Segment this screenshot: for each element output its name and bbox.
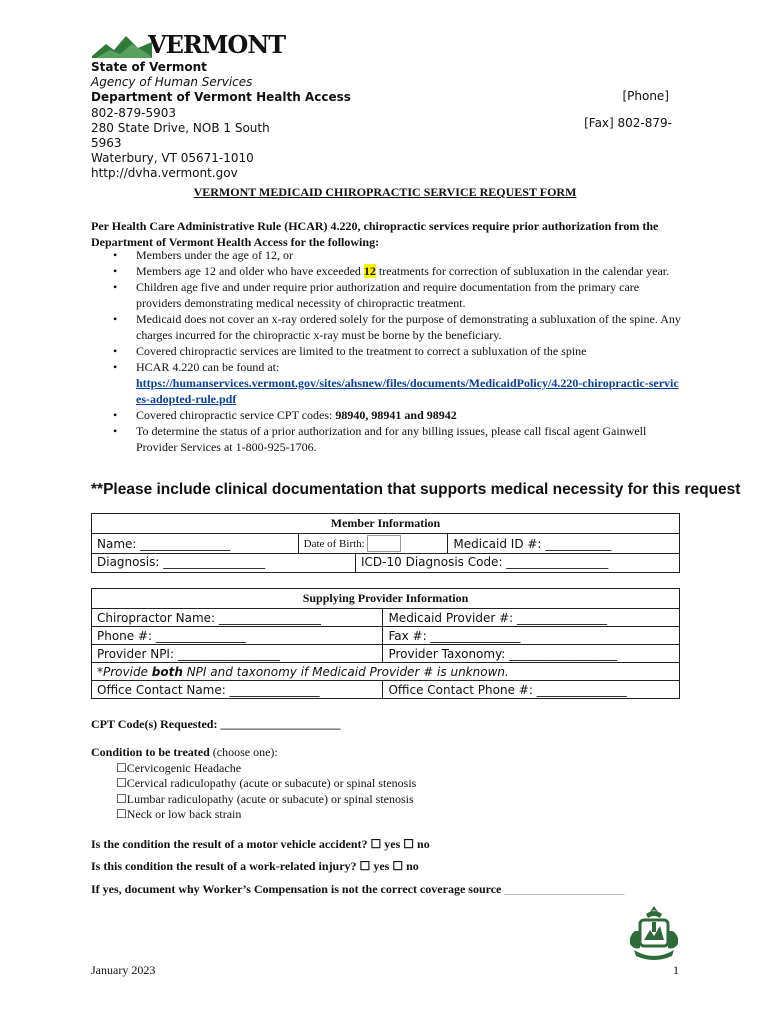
condition-section: Condition to be treated (choose one): ☐Cervicogenic Headache ☐Cervical radiculopathy (acute or subacute) or spinal stenosis ☐Lumbar radiculopathy (acute or subacute) or spinal stenosis ☐Neck or low back strain	[91, 745, 417, 821]
diagnosis-field[interactable]: Diagnosis: _________________	[92, 554, 356, 572]
phone-number: 802-879-5903	[91, 105, 177, 120]
list-item: • Medicaid does not cover an x-ray ordered solely for the purpose of demonstrating a subluxation of the spine. Any charges incurred for the chiropractic x-ray must be borne by the beneficiary.	[91, 311, 681, 343]
checkbox-neck-low-back-strain[interactable]: ☐Neck or low back strain	[116, 807, 242, 821]
workers-comp-question[interactable]: If yes, document why Worker’s Compensation is not the correct coverage source ____________________	[91, 882, 625, 896]
member-information-table	[91, 513, 680, 573]
checkbox-cervicogenic-headache[interactable]: ☐Cervicogenic Headache	[116, 760, 242, 775]
list-item: • Members age 12 and older who have exceeded 12 treatments for correction of subluxation in the calendar year.	[91, 263, 681, 279]
provider-fax-field[interactable]: Fax #: _______________	[383, 627, 680, 645]
fax-label: [Fax] 802-879-	[584, 116, 672, 130]
dob-input-box[interactable]	[367, 535, 401, 552]
medicaid-provider-field[interactable]: Medicaid Provider #: _______________	[383, 609, 680, 627]
provider-npi-field[interactable]: Provider NPI: _________________	[92, 645, 383, 663]
icd10-code-field[interactable]: ICD-10 Diagnosis Code: _________________	[361, 555, 609, 569]
list-item: • Covered chiropractic services are limited to the treatment to correct a subluxation of the spine	[91, 343, 681, 359]
fax-number-continued: 5963	[91, 136, 122, 151]
requirements-list	[91, 247, 681, 455]
list-item: • Children age five and under require prior authorization and require documentation from the primary care providers demonstrating medical necessity of chiropractic treatment.	[91, 279, 681, 311]
dob-label: Date of Birth:	[303, 538, 365, 550]
checkbox-lumbar-radiculopathy[interactable]: ☐Lumbar radiculopathy (acute or subacute) or spinal stenosis	[116, 791, 414, 806]
agency-name: Agency of Human Services	[91, 75, 253, 90]
vermont-seal-icon	[626, 904, 682, 962]
state-name: State of Vermont	[91, 60, 207, 74]
logo-wordmark: VERMONT	[148, 30, 286, 59]
member-info-header: Member Information	[92, 514, 680, 534]
condition-label: Condition to be treated	[91, 745, 210, 759]
page-number: 1	[673, 963, 679, 977]
medicaid-id-field[interactable]: Medicaid ID #: ___________	[448, 534, 680, 554]
date-of-birth-field[interactable]	[298, 534, 448, 554]
vermont-logo	[92, 28, 286, 60]
website-url[interactable]: http://dvha.vermont.gov	[91, 166, 238, 181]
chiropractor-name-field[interactable]: Chiropractor Name: _________________	[92, 609, 383, 627]
list-item: • Members under the age of 12, or	[91, 247, 681, 263]
member-name-field[interactable]: Name: _______________	[92, 534, 299, 554]
list-item: • Covered chiropractic service CPT codes: 98940, 98941 and 98942	[91, 407, 681, 423]
department-name: Department of Vermont Health Access	[91, 90, 351, 105]
address-line-1: 280 State Drive, NOB 1 South	[91, 120, 270, 135]
list-item: • HCAR 4.220 can be found at: https://humanservices.vermont.gov/sites/ahsnew/files/documents/MedicaidPolicy/4.220-chiropractic-services-adopted-rule.pdf	[91, 359, 681, 407]
phone-label: [Phone]	[622, 89, 669, 103]
workers-comp-blank[interactable]: ____________________	[504, 882, 625, 896]
motor-vehicle-question[interactable]: Is the condition the result of a motor vehicle accident? ☐ yes ☐ no	[91, 837, 430, 851]
form-title: VERMONT MEDICAID CHIROPRACTIC SERVICE REQUEST FORM	[193, 185, 577, 199]
office-contact-phone-field[interactable]: Office Contact Phone #: _______________	[383, 681, 680, 699]
intro-paragraph: Per Health Care Administrative Rule (HCAR) 4.220, chiropractic services require prior authorization from the Department of Vermont Health Access for the following:	[91, 219, 659, 249]
agency-address-block	[91, 60, 351, 182]
cpt-codes: 98940, 98941 and 98942	[335, 408, 457, 422]
provider-info-header: Supplying Provider Information	[92, 589, 680, 609]
highlighted-treatment-count: 12	[363, 264, 376, 278]
cpt-codes-requested-field[interactable]: CPT Code(s) Requested: ____________________	[91, 717, 341, 731]
hcar-rule-link[interactable]: https://humanservices.vermont.gov/sites/ahsnew/files/documents/MedicaidPolicy/4.220-chiropractic-services-adopted-rule.pdf	[136, 376, 679, 406]
provider-phone-field[interactable]: Phone #: _______________	[92, 627, 383, 645]
office-contact-name-field[interactable]: Office Contact Name: _______________	[92, 681, 383, 699]
checkbox-cervical-radiculopathy[interactable]: ☐Cervical radiculopathy (acute or subacute) or spinal stenosis	[116, 776, 417, 790]
clinical-documentation-note: **Please include clinical documentation that supports medical necessity for this request	[91, 481, 741, 498]
list-item: • To determine the status of a prior authorization and for any billing issues, please call fiscal agent Gainwell Provider Services at 1-800-925-1706.	[91, 423, 681, 455]
provider-taxonomy-field[interactable]: Provider Taxonomy: __________________	[383, 645, 680, 663]
address-line-2: Waterbury, VT 05671-1010	[91, 151, 254, 166]
npi-taxonomy-note: *Provide both NPI and taxonomy if Medicaid Provider # is unknown.	[92, 663, 680, 681]
mountain-logo-icon	[92, 28, 152, 60]
work-injury-question[interactable]: Is this condition the result of a work-related injury? ☐ yes ☐ no	[91, 859, 419, 873]
supplying-provider-table	[91, 588, 680, 699]
footer-date: January 2023	[91, 963, 156, 977]
